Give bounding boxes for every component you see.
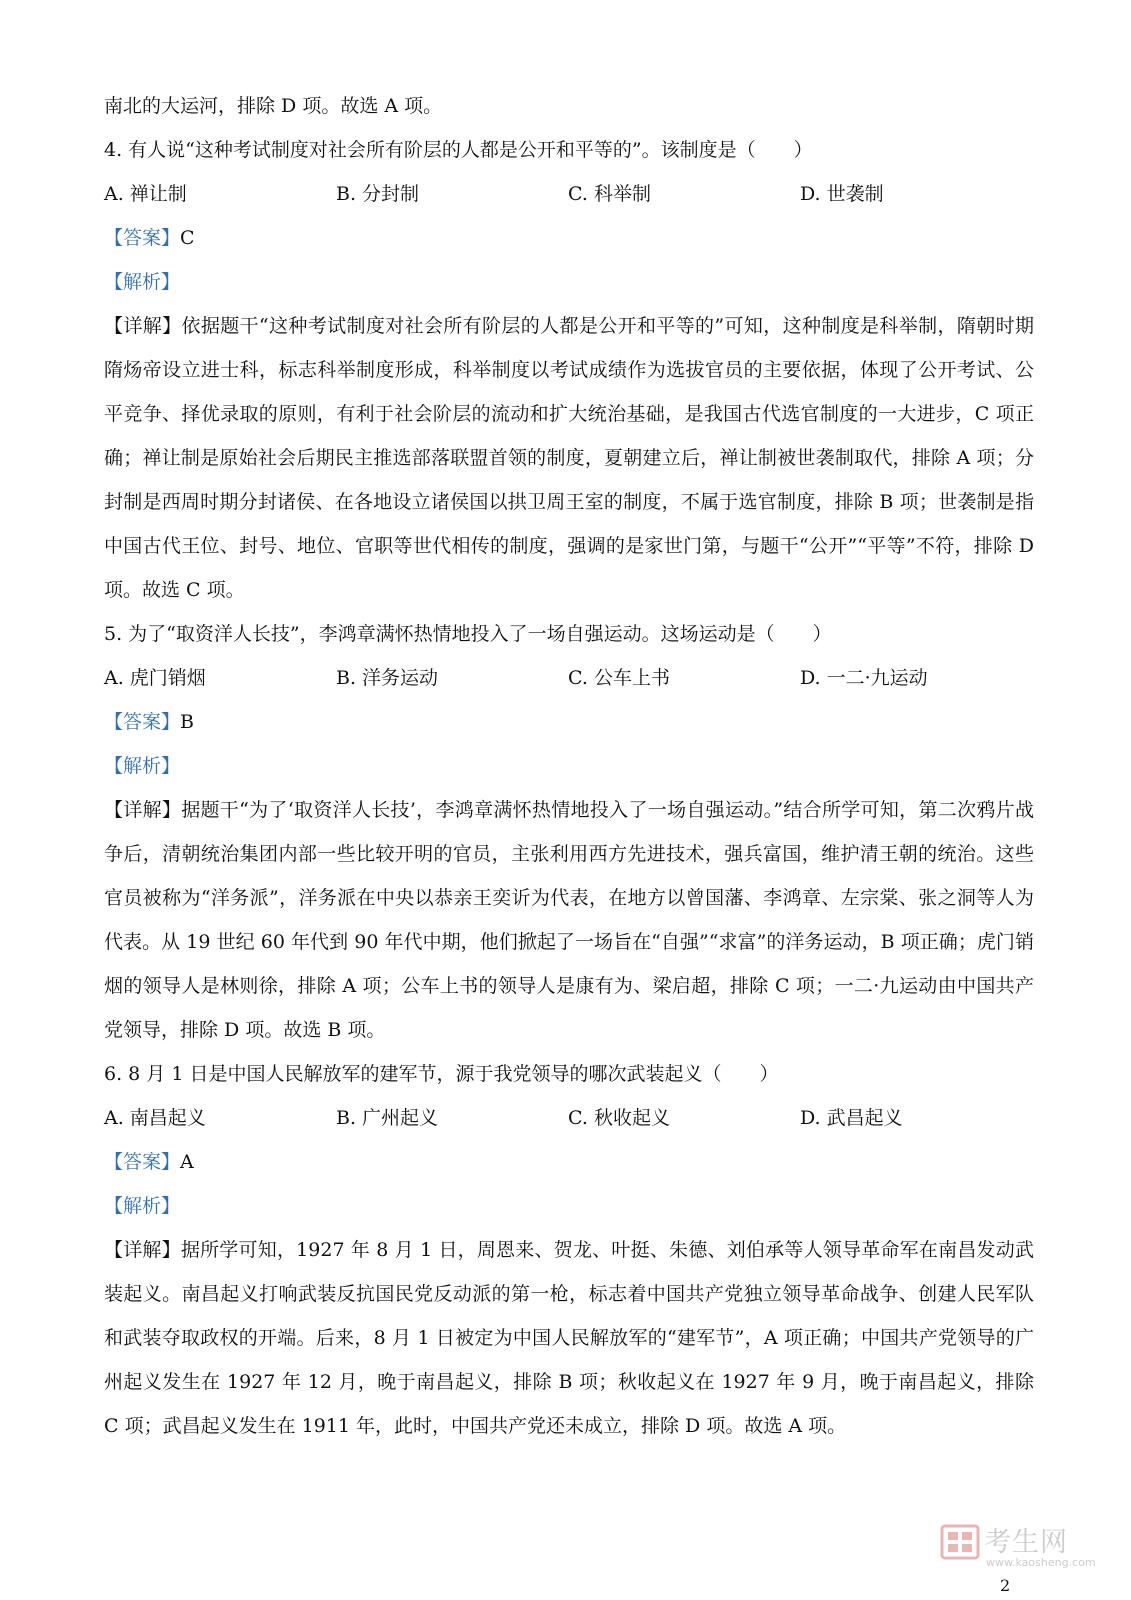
detail-text: 据所学可知，1927 年 8 月 1 日，周恩来、贺龙、叶挺、朱德、刘伯承等人领导革命军在南昌发动武装起义。南昌起义打响武装反抗国民党反动派的第一枪，标志着中国共产党独立领导革命战争、创建人民军队和武装夺取政权的开端。后来，8 月 1 日被定为中国人民解放军的“建军节”，A 项正确；中国共产党领导的广州起义发生在 1927 年 12 月，晚于南昌起义，排除 B 项；秋收起义在 1927 年 9 月，晚于南昌起义，排除 C 项；武昌起义发生在 1911 年，此时，中国共产党还未成立，排除 D 项。故选 A 项。 (104, 1239, 1034, 1437)
watermark-text: 考生网 (984, 1527, 1068, 1558)
answer-tag: 【答案】 (104, 227, 181, 249)
option-d: D. 武昌起义 (800, 1107, 903, 1129)
options-row (104, 172, 1034, 216)
detail-paragraph (104, 304, 1034, 612)
option-c: C. 公车上书 (568, 667, 670, 689)
options-row (104, 1096, 1034, 1140)
option-d: D. 一二·九运动 (800, 667, 928, 689)
detail-tag: 【详解】 (104, 1239, 181, 1261)
answer-line (104, 1140, 1034, 1184)
analysis-tag: 【解析】 (104, 1195, 181, 1217)
analysis-tag: 【解析】 (104, 271, 181, 293)
options-row (104, 656, 1034, 700)
answer-value: B (180, 711, 194, 733)
answer-value: A (180, 1151, 194, 1173)
detail-text: 据题干“为了‘取资洋人长技’，李鸿章满怀热情地投入了一场自强运动。”结合所学可知，第二次鸦片战争后，清朝统治集团内部一些比较开明的官员，主张利用西方先进技术，强兵富国，维护清王朝的统治。这些官员被称为“洋务派”，洋务派在中央以恭亲王奕䜣为代表，在地方以曾国藩、李鸿章、左宗棠、张之洞等人为代表。从 19 世纪 60 年代到 90 年代中期，他们掀起了一场旨在“自强”“求富”的洋务运动，B 项正确；虎门销烟的领导人是林则徐，排除 A 项；公车上书的领导人是康有为、梁启超，排除 C 项；一二·九运动由中国共产党领导，排除 D 项。故选 B 项。 (104, 799, 1034, 1041)
page-number: 2 (1000, 1576, 1011, 1595)
option-b: B. 分封制 (336, 183, 420, 205)
question-stem: 6. 8 月 1 日是中国人民解放军的建军节，源于我党领导的哪次武装起义（ ） (104, 1063, 779, 1085)
document-body (104, 84, 1034, 1448)
detail-text: 依据题干“这种考试制度对社会所有阶层的人都是公开和平等的”可知，这种制度是科举制，隋朝时期隋炀帝设立进士科，标志科举制度形成，科举制度以考试成绩作为选拔官员的主要依据，体现了公开考试、公平竞争、择优录取的原则，有利于社会阶层的流动和扩大统治基础，是我国古代选官制度的一大进步，C 项正确；禅让制是原始社会后期民主推选部落联盟首领的制度，夏朝建立后，禅让制被世袭制取代，排除 A 项；分封制是西周时期分封诸侯、在各地设立诸侯国以拱卫周王室的制度，不属于选官制度，排除 B 项；世袭制是指中国古代王位、封号、地位、官职等世代相传的制度，强调的是家世门第，与题干“公开”“平等”不符，排除 D 项。故选 C 项。 (104, 315, 1034, 601)
analysis-line (104, 744, 1034, 788)
option-b: B. 洋务运动 (336, 667, 439, 689)
intro-line: 南北的大运河，排除 D 项。故选 A 项。 (104, 95, 443, 117)
answer-line (104, 700, 1034, 744)
option-b: B. 广州起义 (336, 1107, 439, 1129)
detail-paragraph (104, 1228, 1034, 1448)
option-a: A. 虎门销烟 (104, 667, 206, 689)
detail-tag: 【详解】 (104, 315, 182, 337)
question-stem: 4. 有人说“这种考试制度对社会所有阶层的人都是公开和平等的”。该制度是（ ） (104, 139, 813, 161)
analysis-line (104, 1184, 1034, 1228)
option-c: C. 秋收起义 (568, 1107, 670, 1129)
option-c: C. 科举制 (568, 183, 651, 205)
question-block (104, 612, 1034, 1052)
detail-tag: 【详解】 (104, 799, 182, 821)
analysis-line (104, 260, 1034, 304)
answer-tag: 【答案】 (104, 711, 181, 733)
question-block (104, 1052, 1034, 1448)
question-stem: 5. 为了“取资洋人长技”，李鸿章满怀热情地投入了一场自强运动。这场运动是（ ） (104, 623, 832, 645)
detail-paragraph (104, 788, 1034, 1052)
option-a: A. 南昌起义 (104, 1107, 206, 1129)
answer-value: C (180, 227, 195, 249)
watermark (940, 1520, 1096, 1576)
question-block (104, 128, 1034, 612)
watermark-url: www.kaosheng.com (986, 1556, 1096, 1569)
option-d: D. 世袭制 (800, 183, 884, 205)
kaosheng-logo-icon (940, 1522, 980, 1562)
option-a: A. 禅让制 (104, 183, 187, 205)
answer-line (104, 216, 1034, 260)
analysis-tag: 【解析】 (104, 755, 181, 777)
answer-tag: 【答案】 (104, 1151, 181, 1173)
